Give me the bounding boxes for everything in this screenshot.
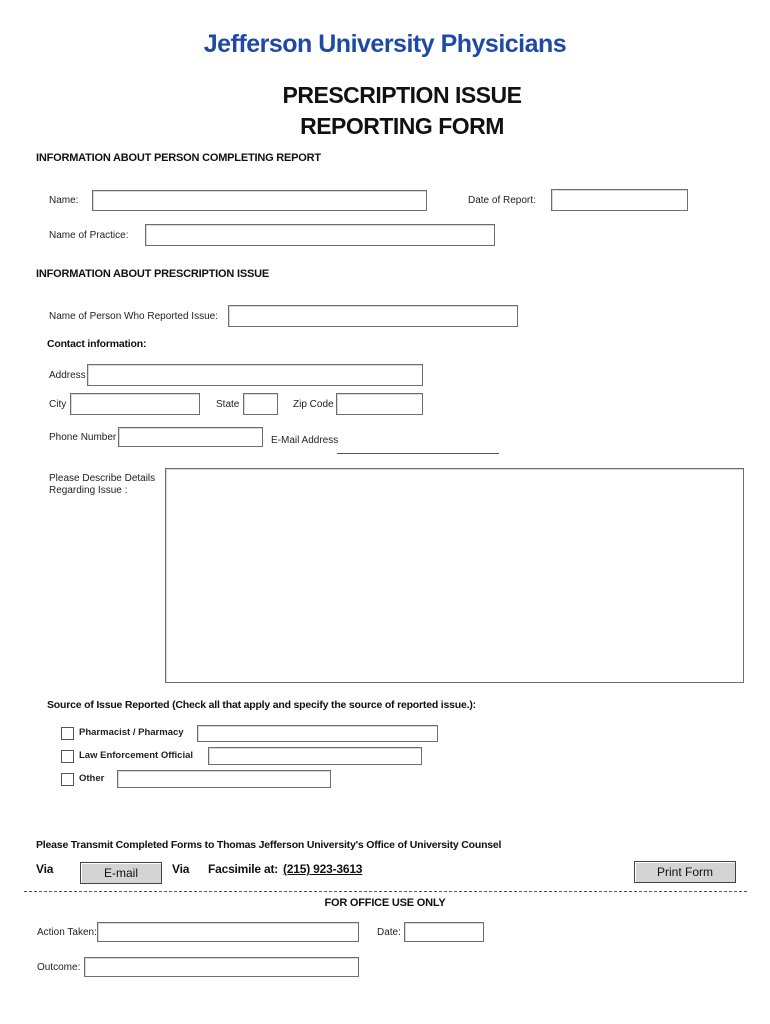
other-checkbox[interactable] bbox=[61, 773, 74, 786]
phone-field[interactable] bbox=[118, 427, 263, 447]
date-of-report-label: Date of Report: bbox=[468, 195, 536, 206]
office-date-field[interactable] bbox=[404, 922, 484, 942]
address-label: Address bbox=[49, 370, 86, 381]
state-label: State bbox=[216, 399, 240, 410]
practice-field[interactable] bbox=[145, 224, 495, 246]
via-label-fax: Via bbox=[172, 862, 190, 876]
organization-name: Jefferson University Physicians bbox=[203, 30, 567, 58]
law-enforcement-source-field[interactable] bbox=[208, 747, 422, 765]
outcome-label: Outcome: bbox=[37, 962, 81, 973]
pharmacist-source-field[interactable] bbox=[197, 725, 438, 742]
other-label: Other bbox=[79, 773, 105, 784]
details-label-line2: Regarding Issue : bbox=[49, 485, 128, 496]
name-field[interactable] bbox=[92, 190, 427, 211]
email-label: E-Mail Address bbox=[271, 435, 339, 446]
form-title-line2: REPORTING FORM bbox=[300, 113, 504, 139]
details-label bbox=[49, 473, 155, 497]
action-taken-field[interactable] bbox=[97, 922, 359, 942]
fax-label: Facsimile at: bbox=[208, 862, 279, 876]
zip-field[interactable] bbox=[336, 393, 423, 415]
form-title-line1: PRESCRIPTION ISSUE bbox=[282, 82, 522, 108]
zip-label: Zip Code bbox=[293, 399, 334, 410]
law-enforcement-checkbox[interactable] bbox=[61, 750, 74, 763]
phone-label: Phone Number bbox=[49, 432, 117, 443]
office-use-divider bbox=[24, 891, 747, 892]
details-textarea[interactable] bbox=[165, 468, 744, 683]
pharmacist-checkbox[interactable] bbox=[61, 727, 74, 740]
contact-info-heading: Contact information: bbox=[47, 338, 147, 350]
reporter-section-heading: INFORMATION ABOUT PERSON COMPLETING REPORT bbox=[36, 152, 321, 164]
details-label-line1: Please Describe Details bbox=[49, 473, 156, 484]
transmit-instruction: Please Transmit Completed Forms to Thomas Jefferson University's Office of University Counsel bbox=[36, 839, 502, 851]
outcome-field[interactable] bbox=[84, 957, 359, 977]
email-field-line[interactable] bbox=[337, 453, 499, 454]
city-label: City bbox=[49, 399, 67, 410]
email-button[interactable]: E-mail bbox=[80, 862, 162, 884]
office-date-label: Date: bbox=[377, 927, 401, 938]
name-label: Name: bbox=[49, 195, 79, 206]
state-field[interactable] bbox=[243, 393, 278, 415]
print-form-button[interactable]: Print Form bbox=[634, 861, 736, 883]
issue-section-heading: INFORMATION ABOUT PRESCRIPTION ISSUE bbox=[36, 268, 269, 280]
source-section-heading: Source of Issue Reported (Check all that apply and specify the source of reported issue.): bbox=[47, 699, 476, 711]
other-source-field[interactable] bbox=[117, 770, 331, 788]
address-field[interactable] bbox=[87, 364, 423, 386]
via-label-email: Via bbox=[36, 862, 54, 876]
reporter-name-label: Name of Person Who Reported Issue: bbox=[49, 311, 218, 322]
pharmacist-label: Pharmacist / Pharmacy bbox=[79, 727, 184, 738]
reporter-name-field[interactable] bbox=[228, 305, 518, 327]
action-taken-label: Action Taken: bbox=[37, 927, 97, 938]
date-of-report-field[interactable] bbox=[551, 189, 688, 211]
office-use-heading: FOR OFFICE USE ONLY bbox=[324, 897, 446, 909]
fax-number: (215) 923-3613 bbox=[283, 862, 363, 876]
practice-label: Name of Practice: bbox=[49, 230, 129, 241]
city-field[interactable] bbox=[70, 393, 200, 415]
law-enforcement-label: Law Enforcement Official bbox=[79, 750, 194, 761]
